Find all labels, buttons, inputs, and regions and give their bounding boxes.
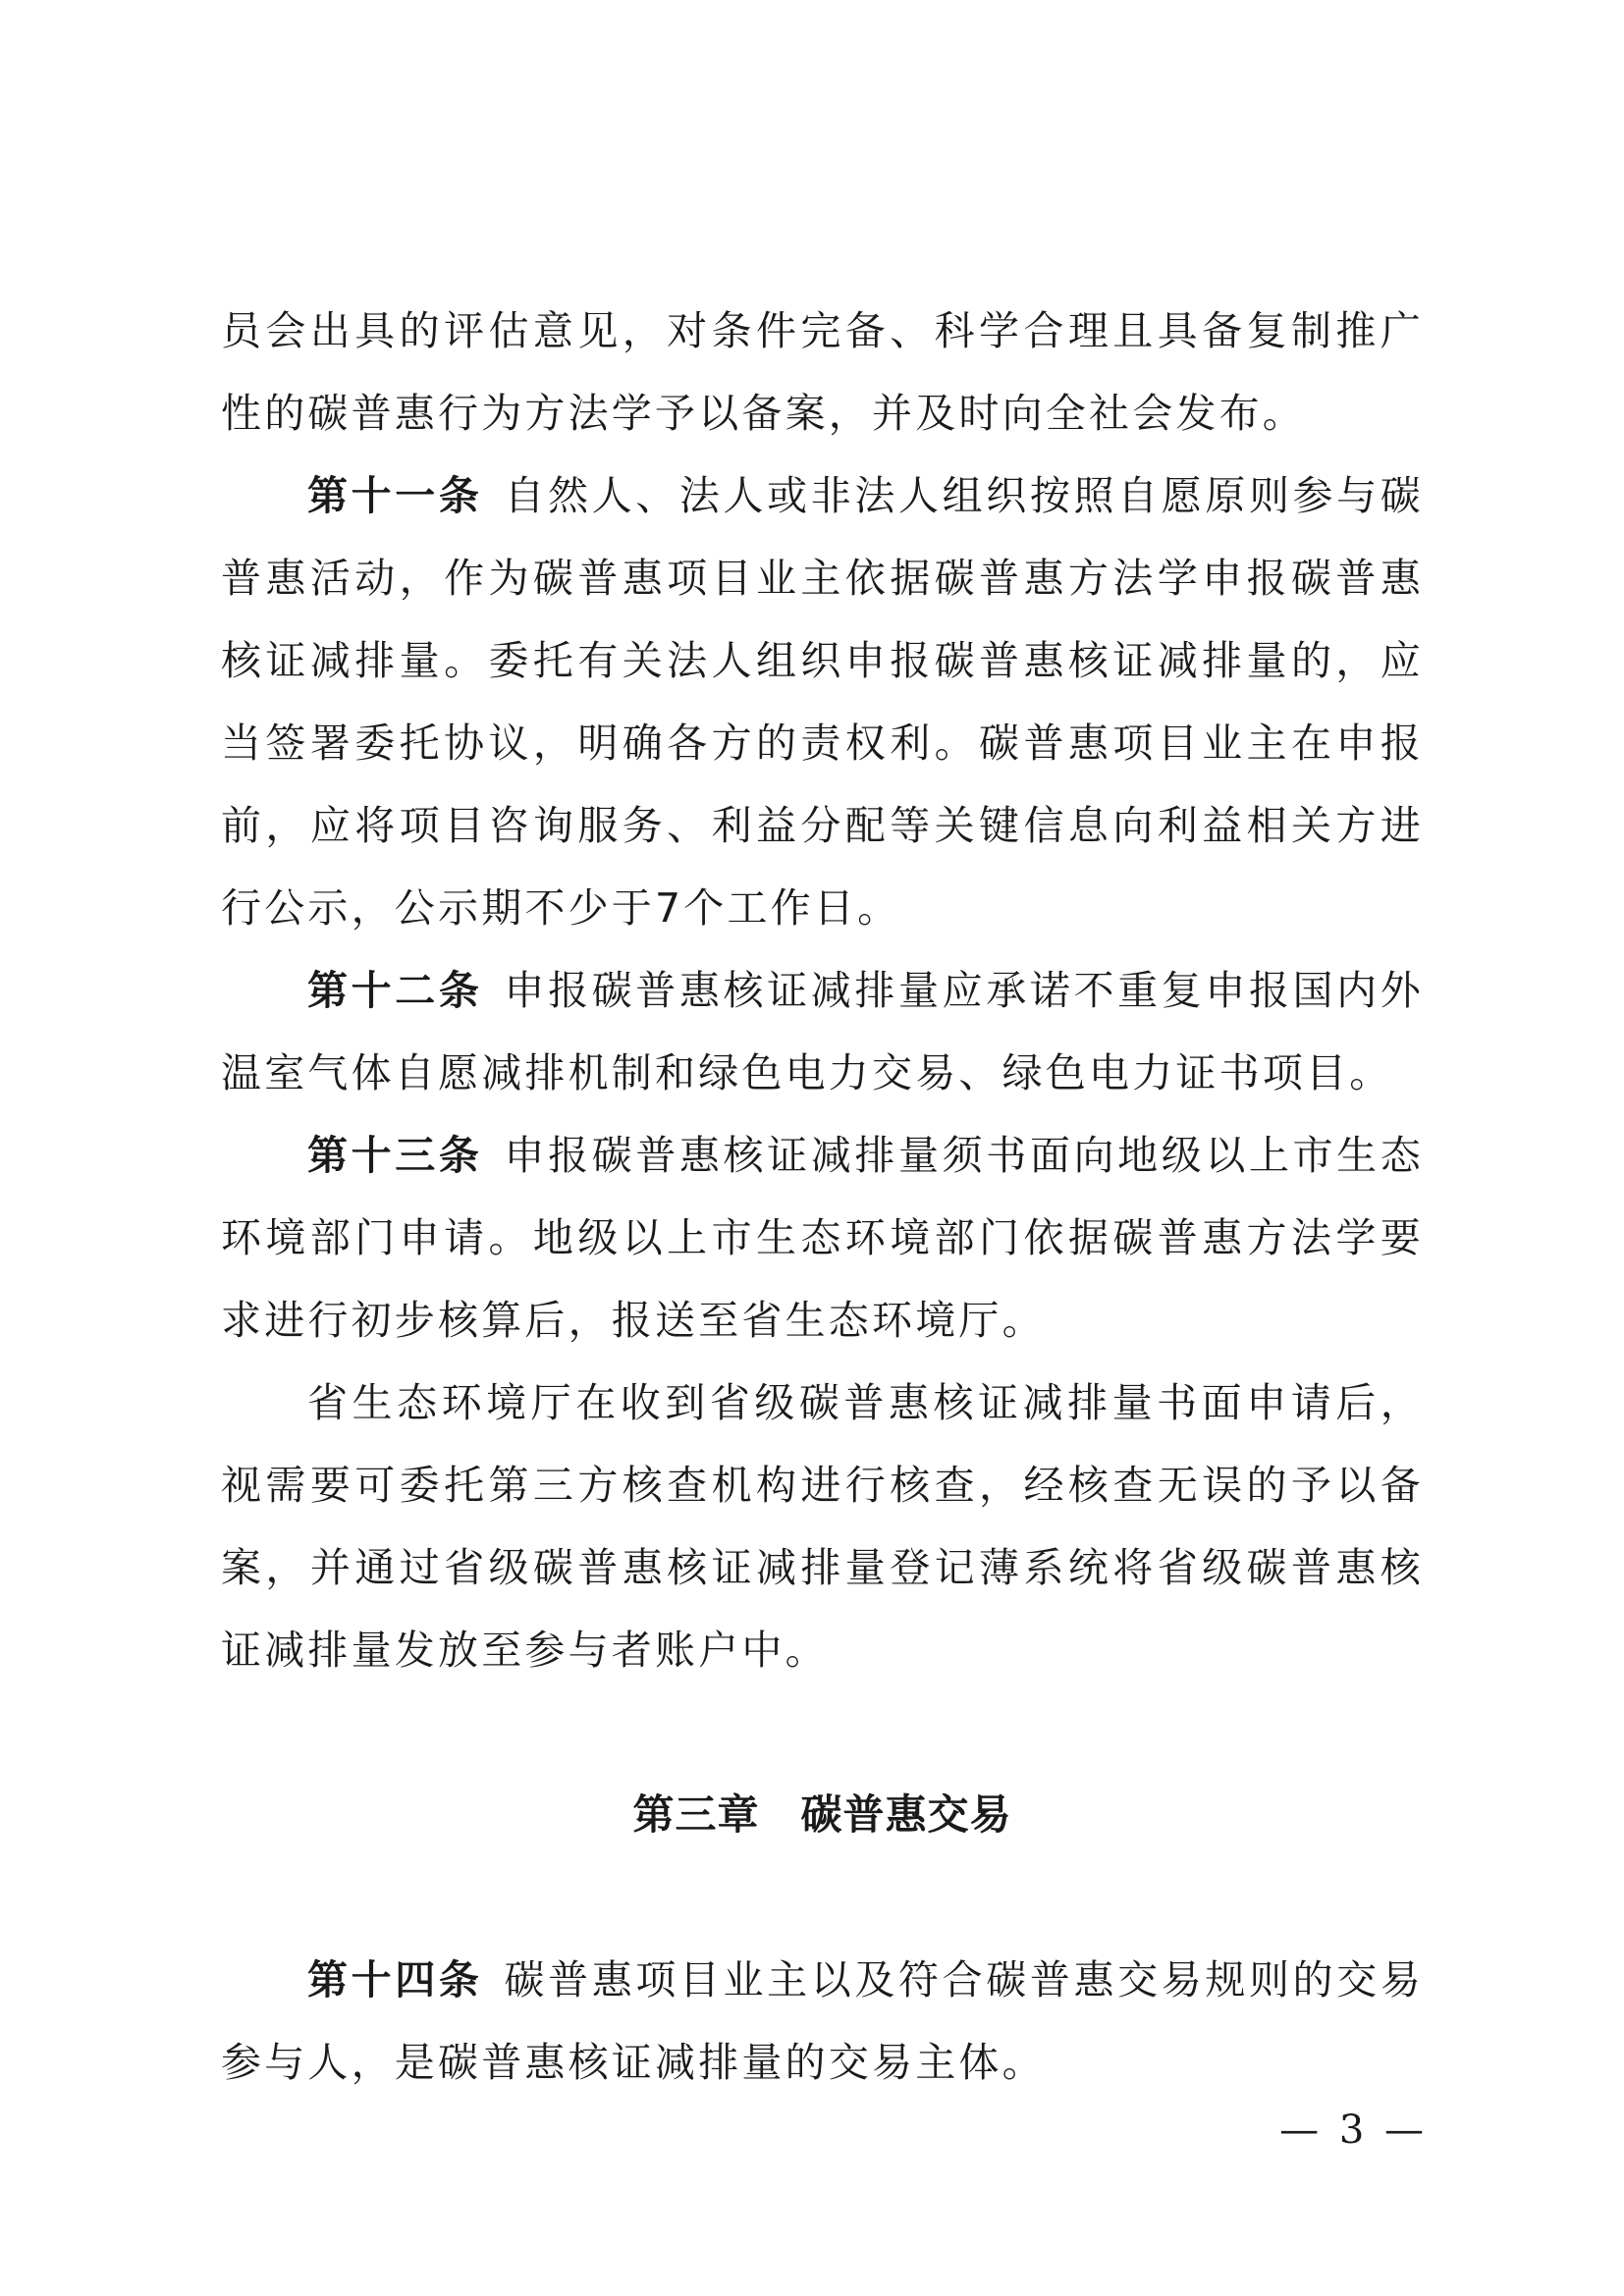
article-heading: 第十四条 bbox=[307, 1956, 483, 2003]
article-heading: 第十三条 bbox=[307, 1132, 483, 1179]
chapter-number: 第三章 bbox=[632, 1790, 760, 1839]
article-text: 申报碳普惠核证减排量应承诺不重复申报国内外温室气体自愿减排机制和绿色电力交易、绿色电力证书项目。 bbox=[221, 967, 1424, 1096]
paragraph-text: 省生态环境厅在收到省级碳普惠核证减排量书面申请后，视需要可委托第三方核查机构进行核查，经核查无误的予以备案，并通过省级碳普惠核证减排量登记薄系统将省级碳普惠核证减排量发放至参与者账户中。 bbox=[221, 1379, 1424, 1674]
article-heading: 第十一条 bbox=[307, 472, 483, 519]
document-body bbox=[221, 290, 1424, 2104]
chapter-title: 碳普惠交易 bbox=[800, 1790, 1012, 1839]
article-text: 碳普惠项目业主以及符合碳普惠交易规则的交易参与人，是碳普惠核证减排量的交易主体。 bbox=[221, 1956, 1424, 2086]
article-heading: 第十二条 bbox=[307, 967, 483, 1014]
paragraph-continued bbox=[221, 290, 1424, 454]
article-text: 自然人、法人或非法人组织按照自愿原则参与碳普惠活动，作为碳普惠项目业主依据碳普惠方法学申报碳普惠核证减排量。委托有关法人组织申报碳普惠核证减排量的，应当签署委托协议，明确各方的责权利。碳普惠项目业主在申报前，应将项目咨询服务、利益分配等关键信息向利益相关方进行公示，公示期不少于7个工作日。 bbox=[221, 472, 1424, 932]
article-text: 申报碳普惠核证减排量须书面向地级以上市生态环境部门申请。地级以上市生态环境部门依据碳普惠方法学要求进行初步核算后，报送至省生态环境厅。 bbox=[221, 1132, 1424, 1344]
chapter-heading bbox=[221, 1774, 1424, 1856]
article-13 bbox=[221, 1114, 1424, 1362]
article-12 bbox=[221, 949, 1424, 1114]
article-13-paragraph-2 bbox=[221, 1362, 1424, 1691]
article-14 bbox=[221, 1939, 1424, 2104]
article-11 bbox=[221, 454, 1424, 949]
paragraph-text: 员会出具的评估意见，对条件完备、科学合理且具备复制推广性的碳普惠行为方法学予以备案，并及时向全社会发布。 bbox=[221, 307, 1424, 437]
page-number: — 3 — bbox=[1279, 2108, 1428, 2153]
